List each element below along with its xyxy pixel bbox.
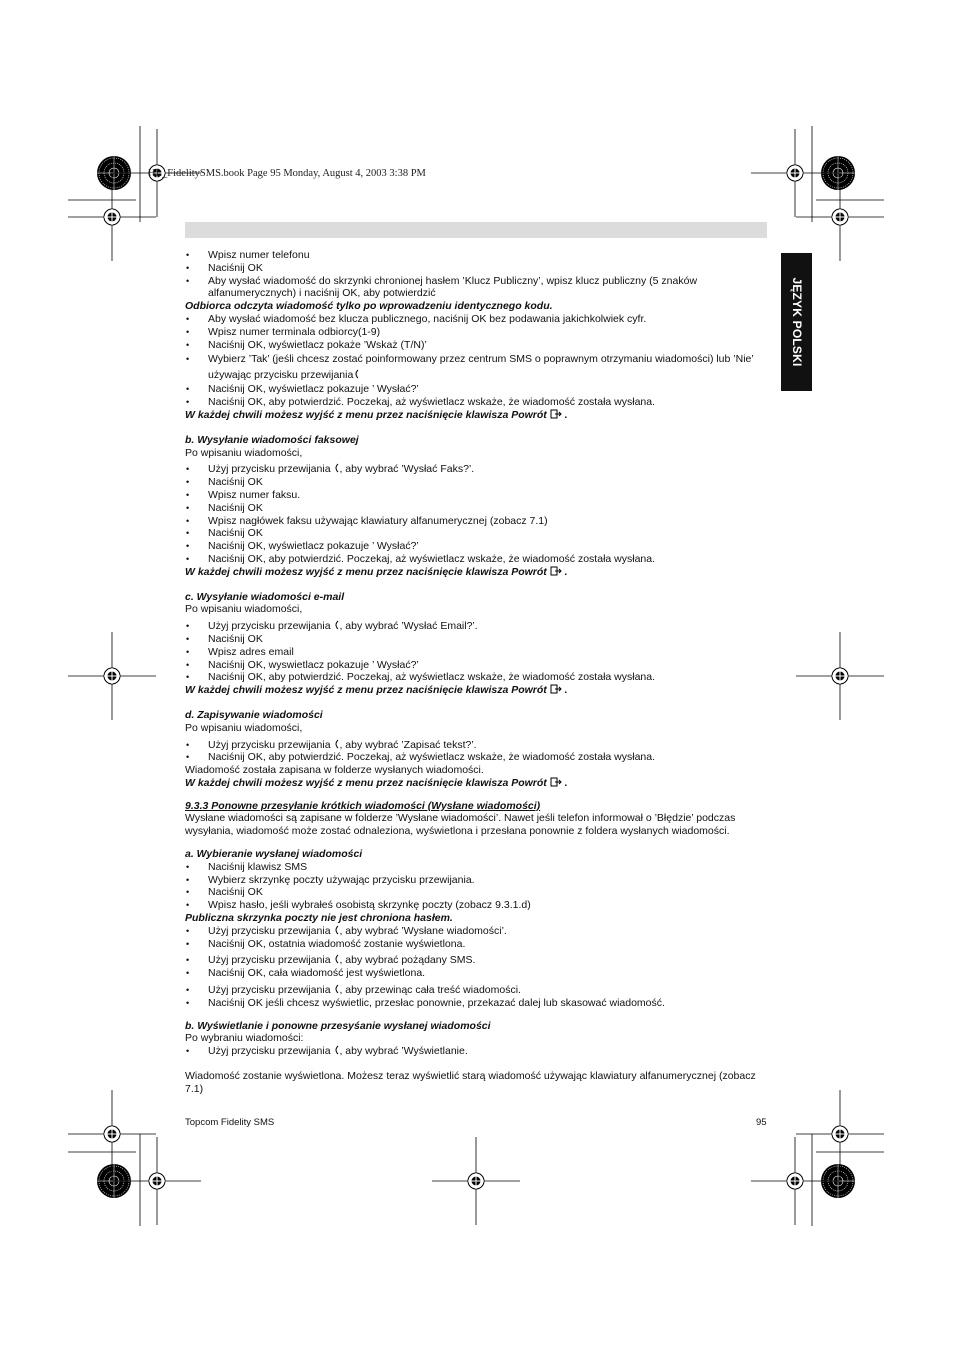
list-item: • Naciśnij OK, ostatnia wiadomość zostanie wyświetlona. (185, 938, 769, 951)
list-item: • Wpisz hasło, jeśli wybrałeś osobistą skrzynkę poczty (zobacz 9.3.1.d) (185, 899, 769, 912)
list-item: • Naciśnij OK (185, 262, 769, 275)
language-tab (781, 253, 812, 391)
note: Publiczna skrzynka poczty nie jest chroniona hasłem. (185, 912, 453, 925)
exit-note: W każdej chwili możesz wyjść z menu przez naciśnięcie klawisza Powrót . (185, 776, 568, 789)
list-item: • Aby wysłać wiadomość do skrzynki chronionej hasłem ’Klucz Publiczny’, wpisz klucz publiczny (5 znaków alfanumerycznych) i naciśnij OK, aby potwierdzić (185, 275, 769, 301)
page-body (185, 249, 769, 1096)
note: Odbiorca odczyta wiadomość tylko po wprowadzeniu identycznego kodu. (185, 300, 553, 313)
saved-text: Wiadomość została zapisana w folderze wysłanych wiadomości. (185, 764, 484, 777)
scroll-key-icon (353, 369, 359, 379)
list-item: • Naciśnij OK (185, 476, 769, 489)
list-item: • Użyj przycisku przewijania , aby wybrać ’Wyświetlanie. (185, 1045, 769, 1058)
section-title: b. Wysyłanie wiadomości faksowej (185, 433, 359, 446)
header-bar (185, 222, 767, 238)
file-info-header: HL_FidelitySMS.book Page 95 Monday, August 4, 2003 3:38 PM (148, 168, 426, 179)
paragraph: Wysłane wiadomości są zapisane w folderze ’Wysłane wiadomości’. Nawet jeśli telefon informował o ’Błędzie’ podczas wysyłania, wiadomość może zostać odnaleziona, wyświetlona i przesłana ponownie z foldera wysłanych wiadomości. (185, 812, 736, 838)
list-item: • Naciśnij OK, wyswietlacz pokazuje ’ Wysłać?’ (185, 659, 769, 672)
list-item: • Naciśnij OK (185, 633, 769, 646)
intro-text: Po wpisaniu wiadomości, (185, 603, 303, 616)
list-item: • Użyj przycisku przewijania , aby przewinąc cała treść wiadomości. (185, 984, 769, 997)
section-title: a. Wybieranie wysłanej wiadomości (185, 848, 363, 861)
list-item: • Naciśnij OK, cała wiadomość jest wyświetlona. (185, 967, 769, 980)
list-item: • Użyj przycisku przewijania , aby wybrać ’Wysłać Email?’. (185, 620, 769, 633)
list-item: • Naciśnij OK, aby potwierdzić. Poczekaj, aż wyświetlacz wskaże, że wiadomość została wysłana. (185, 671, 769, 684)
footer-product: Topcom Fidelity SMS (185, 1117, 275, 1128)
list-item: • Wpisz numer telefonu (185, 249, 769, 262)
back-key-icon (550, 777, 562, 787)
list-item: • Wybierz ’Tak’ (jeśli chcesz zostać poinformowany przez centrum SMS o poprawnym otrzymaniu wiadomości) lub ’Nie’ używając przycisku przewijania (185, 351, 769, 383)
list-item: • Wybierz skrzynkę poczty używając przycisku przewijania. (185, 874, 769, 887)
exit-note: W każdej chwili możesz wyjść z menu przez naciśnięcie klawisza Powrót . (185, 565, 568, 578)
language-tab-label: JĘZYK POLSKI (789, 277, 804, 367)
list-item: • Naciśnij OK jeśli chcesz wyświetlic, przesłac ponownie, przekazać dalej lub skasować wiadomość. (185, 997, 769, 1010)
back-key-icon (550, 684, 562, 694)
list-item: • Użyj przycisku przewijania , aby wybrać pożądany SMS. (185, 954, 769, 967)
list-item: • Naciśnij OK, wyświetlacz pokazuje ’ Wysłać?’ (185, 383, 769, 396)
section-title: b. Wyświetlanie i ponowne przesyśanie wysłanej wiadomości (185, 1019, 491, 1032)
list-item: • Użyj przycisku przewijania , aby wybrać ’Wysłać Faks?’. (185, 463, 769, 476)
list-item: • Naciśnij OK (185, 886, 769, 899)
list-item: • Wpisz nagłówek faksu używając klawiatury alfanumerycznej (zobacz 7.1) (185, 515, 769, 528)
list-item: • Aby wysłać wiadomość bez klucza publicznego, naciśnij OK bez podawania jakichkolwiek cyfr. (185, 313, 769, 326)
list-item: • Naciśnij OK, wyświetlacz pokaże ’Wskaż (T/N)’ (185, 339, 769, 352)
paragraph: Wiadomość zostanie wyświetlona. Możesz teraz wyświetlić starą wiadomość używając klawiatury alfanumerycznej (zobacz 7.1) (185, 1070, 756, 1095)
exit-note: W każdej chwili możesz wyjść z menu przez naciśnięcie klawisza Powrót . (185, 408, 568, 421)
section-title: d. Zapisywanie wiadomości (185, 708, 323, 721)
exit-note: W każdej chwili możesz wyjść z menu przez naciśnięcie klawisza Powrót . (185, 684, 568, 697)
page-number: 95 (756, 1117, 767, 1128)
list-item: • Naciśnij OK, aby potwierdzić. Poczekaj, aż wyświetlacz wskaże, że wiadomość została wysłana. (185, 553, 769, 566)
intro-text: Po wybraniu wiadomości: (185, 1032, 304, 1045)
back-key-icon (550, 566, 562, 576)
list-item: • Naciśnij klawisz SMS (185, 861, 769, 874)
intro-text: Po wpisaniu wiadomości, (185, 721, 303, 734)
list-item: • Naciśnij OK, aby potwierdzić. Poczekaj, aż wyświetlacz wskaże, że wiadomość została wysłana. (185, 751, 769, 764)
intro-text: Po wpisaniu wiadomości, (185, 446, 303, 459)
back-key-icon (550, 409, 562, 419)
list-item: • Naciśnij OK, wyświetlacz pokazuje ’ Wysłać?’ (185, 540, 769, 553)
section-title: 9.3.3 Ponowne przesyłanie krótkich wiadomości (Wysłane wiadomości) (185, 799, 541, 812)
list-item: • Użyj przycisku przewijania , aby wybrać ’Wysłane wiadomości’. (185, 925, 769, 938)
section-title: c. Wysyłanie wiadomości e-mail (185, 590, 345, 603)
list-item: • Wpisz numer faksu. (185, 489, 769, 502)
list-item: • Wpisz numer terminala odbiorcy(1-9) (185, 326, 769, 339)
list-item: • Użyj przycisku przewijania , aby wybrać ’Zapisać tekst?’. (185, 739, 769, 752)
list-item: • Naciśnij OK, aby potwierdzić. Poczekaj, aż wyświetlacz wskaże, że wiadomość została wysłana. (185, 396, 769, 409)
list-item: • Naciśnij OK (185, 527, 769, 540)
list-item: • Wpisz adres email (185, 646, 769, 659)
list-item: • Naciśnij OK (185, 502, 769, 515)
